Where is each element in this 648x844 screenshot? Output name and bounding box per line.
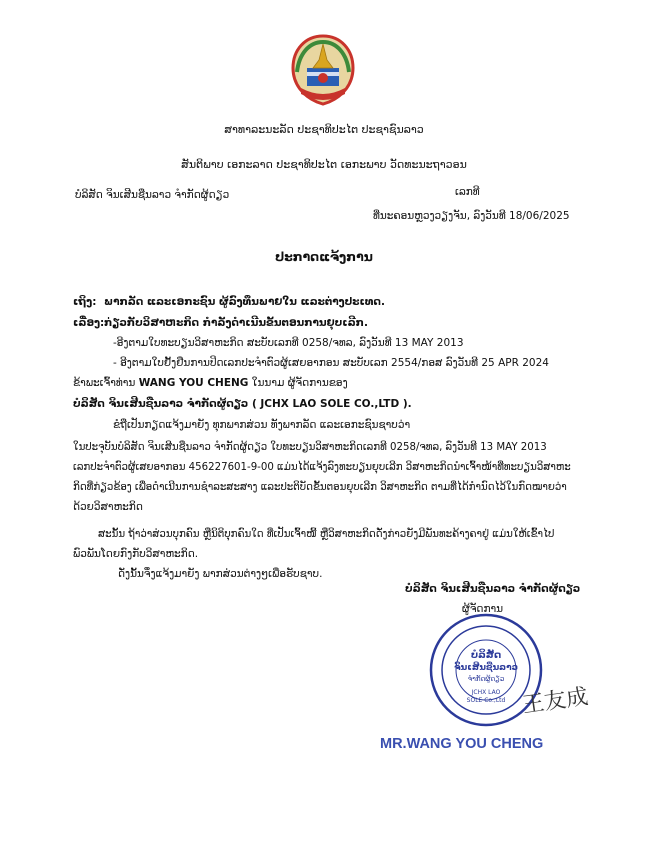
manager-name: WANG YOU CHENG (138, 377, 249, 389)
addressee-text: ພາກລັດ ແລະເອກະຊົນ ຜູ້ລົງທຶນພາຍໃນ ແລະຕ່າງປະເທດ. (104, 296, 385, 308)
place-date: ທີ່ນະຄອນຫຼວງວຽງຈັນ, ລົງວັນທີ 18/06/2025 (373, 210, 570, 222)
reference-item: -ອີງຕາມໃບທະບຽນວິສາຫະກິດ ສະບັບເລກທີ 0258/ຈທລ, ລົງວັນທີ 13 MAY 2013 (113, 337, 464, 349)
subject-label: ເລື່ອງ: (73, 317, 105, 329)
body-line: ດ້ວຍວິສາຫະກິດ (73, 501, 143, 513)
body-line: ໃນປະຈຸບັນບໍລິສັດ ຈິນເສີນຊືນລາວ ຈຳກັດຜູ້ດຽວ ໃບທະບຽນວິສາຫະກິດເລກທີ 0258/ຈທລ, ລົງວັນທີ 13 MAY 2013 (73, 442, 547, 453)
body-line: ສະນັ້ນ ຖ້າວ່າສ່ວນບຸກຄົນ ຫຼືນິຕິບຸກຄົນໃດ ທີ່ເປັນເຈົ້າໜີ້ ຫຼືວິສາຫະກິດດັ່ງກ່າວຍັງມີພັນທະຄ້າງຄາຢູ່ ແມ່ນໃຫ້ເຂົ້າໄປ (98, 529, 555, 540)
stamp-text: ຈຳກັດຜູ້ດຽວ (467, 675, 505, 683)
country-line: ສາທາລະນະລັດ ປະຊາທິປະໄຕ ປະຊາຊົນລາວ (224, 123, 424, 136)
reference-item: - ອີງຕາມໃບຢັ້ງຢືນການປິດເລກປະຈຳຕົວຜູ້ເສຍອາກອນ ສະບັບເລກ 2554/ກອສ ລົງວັນທີ 25 APR 2024 (113, 357, 549, 369)
signature-company: ບໍລິສັດ ຈິນເສີນຊືນລາວ ຈຳກັດຜູ້ດຽວ (405, 583, 581, 595)
body-prefix: ຂ້າພະເຈົ້າທ່ານ (73, 377, 136, 389)
signature-role: ຜູ້ຈັດການ (462, 603, 504, 615)
body-line: ພົວພັນໂດຍກົງກັບວິສາຫະກິດ. (73, 548, 199, 560)
addressee-label: ເຖິງ: (73, 296, 97, 308)
stamp-text: JCHX LAO (471, 689, 501, 696)
notice-title: ປະກາດແຈ້ງການ (275, 249, 373, 264)
stamp-text: SOLE Co.,Ltd (466, 697, 506, 704)
subject-text: ກ່ຽວກັບວິສາຫະກິດ ກຳລັງດຳເນີນຂັ້ນຕອນການຍຸບເລີກ. (104, 317, 368, 329)
stamp-text: ບໍລິສັດ (470, 650, 502, 661)
handwritten-signature (522, 684, 592, 724)
lao-national-emblem-icon (287, 32, 359, 108)
motto-line: ສັນຕິພາບ ເອກະລາດ ປະຊາທິປະໄຕ ເອກະພາບ ວັດທະນະຖາວອນ (181, 158, 467, 171)
body-line: ຂໍຖືເປັນກຽດແຈ້ງມາຍັງ ທຸກພາກສ່ວນ ທັງພາກລັດ ແລະເອກະຊົນຊາບວ່າ (113, 419, 411, 431)
body-line: ດັ່ງນັ້ນຈຶ່ງແຈ້ງມາຍັງ ພາກສ່ວນຕ່າງໆເພື່ອຮັບຊາບ. (118, 568, 323, 580)
body-line-manager (73, 377, 348, 390)
body-suffix: ໃນນາມ ຜູ້ຈັດການຂອງ (251, 377, 348, 389)
reference-label: ເລກທີ (455, 186, 480, 198)
handwritten-signature-text: 王友成 (520, 684, 590, 719)
signatory-name: MR.WANG YOU CHENG (380, 736, 544, 752)
stamp-text: ຈິນເສີນຊືນລາວ (454, 663, 518, 673)
body-line: ເລກປະຈຳຕົວຜູ້ເສຍອາກອນ 456227601-9-00 ແມ່ນໄດ້ແຈ້ງລົງທະບຽນຍຸບເລີກ ວິສາຫະກິດນຳເຈົ້າໜ້າທີ່ທະບຽນວິສາຫະ (73, 462, 571, 473)
company-name-header: ບໍລິສັດ ຈິນເສີນຊືນລາວ ຈຳກັດຜູ້ດຽວ (75, 189, 230, 201)
company-full-name: ບໍລິສັດ ຈິນເສີນຊືນລາວ ຈຳກັດຜູ້ດຽວ ( JCHX LAO SOLE CO.,LTD ). (73, 398, 412, 410)
body-line: ກິດທີ່ກ່ຽວຂ້ອງ ເພື່ອດຳເນີນການຊຳລະສະສາງ ແລະປະຕິບັດຂັ້ນຕອນຍຸບເລີກ ວິສາຫະກິດ ຕາມທີ່ໄດ້ກຳນົດໄວ້ໃນກົດໝາຍວ່າ (73, 482, 567, 493)
